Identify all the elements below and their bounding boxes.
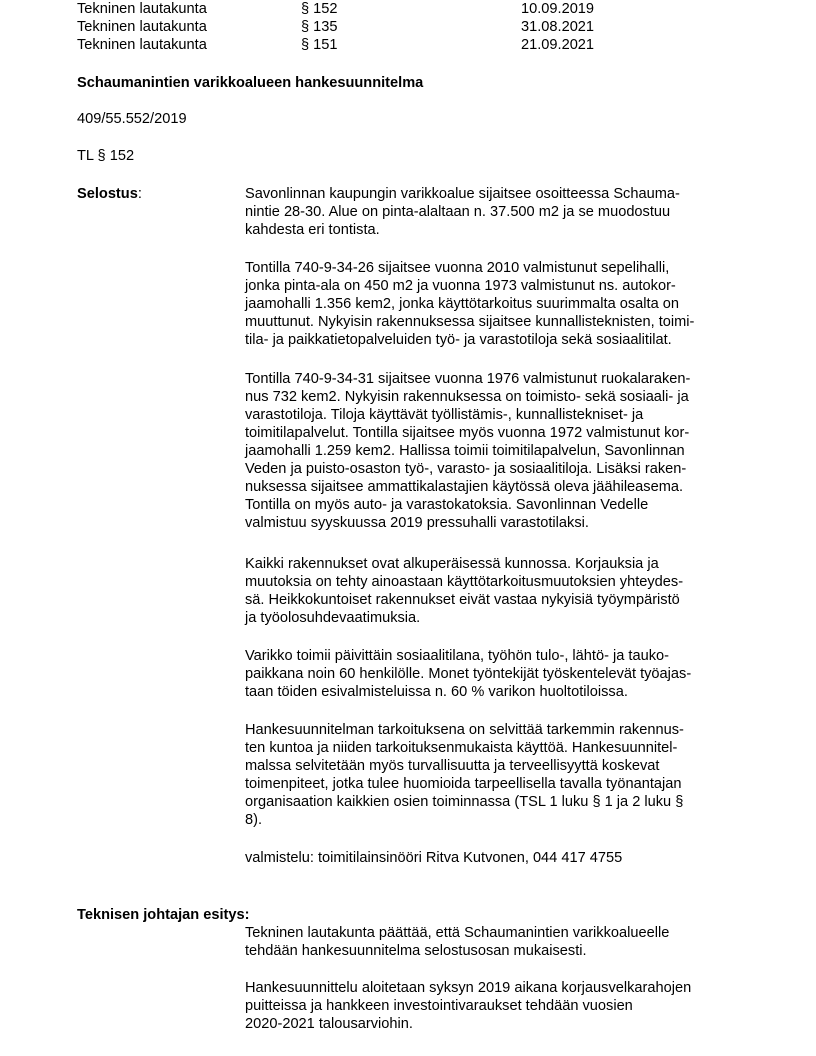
text-line: Varikko toimii päivittäin sosiaalitilana, työhön tulo-, lähtö- ja tauko- [245,648,669,664]
text-line: paikkana noin 60 henkilölle. Monet työntekijät työskentelevät työajas- [245,666,692,682]
text-line: toimitilapalvelut. Tontilla sijaitsee myös vuonna 1972 valmistunut kor- [245,425,690,441]
text-line: jaamohalli 1.356 kem2, jonka käyttötarkoitus suurimmalta osalta on [245,296,679,312]
text-line: nuksessa sijaitsee ammattikalastajien käytössä oleva jäähileasema. [245,479,684,495]
text-line: Tontilla 740-9-34-31 sijaitsee vuonna 1976 valmistunut ruokalaraken- [245,371,691,387]
selostus-paragraph [245,259,745,349]
history-body: Tekninen lautakunta [77,37,207,53]
selostus-label-text: Selostus [77,186,138,202]
text-line: Tontilla 740-9-34-26 sijaitsee vuonna 2010 valmistunut sepelihalli, [245,260,670,276]
selostus-paragraph [245,555,745,627]
text-line: tehdään hankesuunnitelma selostusosan mukaisesti. [245,943,587,959]
text-line: Savonlinnan kaupungin varikkoalue sijaitsee osoitteessa Schauma- [245,186,680,202]
esitys-paragraph [245,924,745,960]
case-number: 409/55.552/2019 [77,111,187,127]
text-line: organisaation kaikkien osien toiminnassa (TSL 1 luku § 1 ja 2 luku § [245,794,684,810]
esitys-paragraph [245,979,745,1033]
text-line: Kaikki rakennukset ovat alkuperäisessä kunnossa. Korjauksia ja [245,556,659,572]
history-paragraph: § 135 [301,19,338,35]
text-line: tila- ja paikkatietopalveluiden työ- ja varastotiloja sekä sosiaalitilat. [245,332,672,348]
history-paragraph: § 151 [301,37,338,53]
selostus-paragraph [245,721,745,829]
text-line: 2020-2021 talousarviohin. [245,1016,413,1032]
text-line: varastotiloja. Tiloja käyttävät työllistämis-, kunnallistekniset- ja [245,407,644,423]
text-line: toimenpiteet, jotka tulee huomioida tarpeellisella tavalla työnantajan [245,776,682,792]
preparer-line [245,849,745,867]
text-line: nus 732 kem2. Nykyisin rakennuksessa on toimisto- sekä sosiaali- ja [245,389,689,405]
text-line: sä. Heikkokuntoiset rakennukset eivät vastaa nykyisiä työympäristö [245,592,680,608]
document-title: Schaumanintien varikkoalueen hankesuunnitelma [77,75,424,91]
text-line: nintie 28-30. Alue on pinta-alaltaan n. 37.500 m2 ja se muodostuu [245,204,671,220]
selostus-paragraph [245,647,745,701]
text-line: Hankesuunnittelu aloitetaan syksyn 2019 aikana korjausvelkarahojen [245,980,692,996]
text-line: kahdesta eri tontista. [245,222,380,238]
esitys-label: Teknisen johtajan esitys: [77,907,250,923]
text-line: taan töiden esivalmisteluissa n. 60 % varikon huoltotiloissa. [245,684,628,700]
text-line: ten kuntoa ja niiden tarkoituksenmukaista käyttöä. Hankesuunnitel- [245,740,678,756]
text-line: Veden ja puisto-osaston työ-, varasto- ja sosiaalitiloja. Lisäksi raken- [245,461,687,477]
text-line: Tontilla on myös auto- ja varastokatoksia. Savonlinnan Vedelle [245,497,649,513]
selostus-label [77,185,142,203]
text-line: Hankesuunnitelman tarkoituksena on selvittää tarkemmin rakennus- [245,722,684,738]
text-line: muutoksia on tehty ainoastaan käyttötarkoitusmuutoksien yhteydes- [245,574,684,590]
text-line: jaamohalli 1.259 kem2. Hallissa toimii toimitilapalvelun, Savonlinnan [245,443,685,459]
text-line: ja työolosuhdevaatimuksia. [245,610,421,626]
history-date: 10.09.2019 [521,1,595,17]
text-line: puitteissa ja hankkeen investointivaraukset tehdään vuosien [245,998,633,1014]
text-line: valmistelu: toimitilainsinööri Ritva Kutvonen, 044 417 4755 [245,850,623,866]
text-line: Tekninen lautakunta päättää, että Schaumanintien varikkoalueelle [245,925,670,941]
history-paragraph: § 152 [301,1,338,17]
history-date: 31.08.2021 [521,19,595,35]
selostus-label-colon: : [137,186,142,202]
section-reference: TL § 152 [77,148,135,164]
text-line: 8). [245,812,263,828]
text-line: jonka pinta-ala on 450 m2 ja vuonna 1973 valmistunut ns. autokor- [245,278,676,294]
history-date: 21.09.2021 [521,37,595,53]
text-line: valmistuu syyskuussa 2019 pressuhalli varastotilaksi. [245,515,589,531]
selostus-paragraph [245,370,745,532]
selostus-paragraph [245,185,745,239]
history-body: Tekninen lautakunta [77,19,207,35]
text-line: malssa selvitetään myös turvallisuutta ja terveellisyyttä koskevat [245,758,660,774]
text-line: muuttunut. Nykyisin rakennuksessa sijaitsee kunnallisteknisten, toimi- [245,314,695,330]
history-body: Tekninen lautakunta [77,1,207,17]
